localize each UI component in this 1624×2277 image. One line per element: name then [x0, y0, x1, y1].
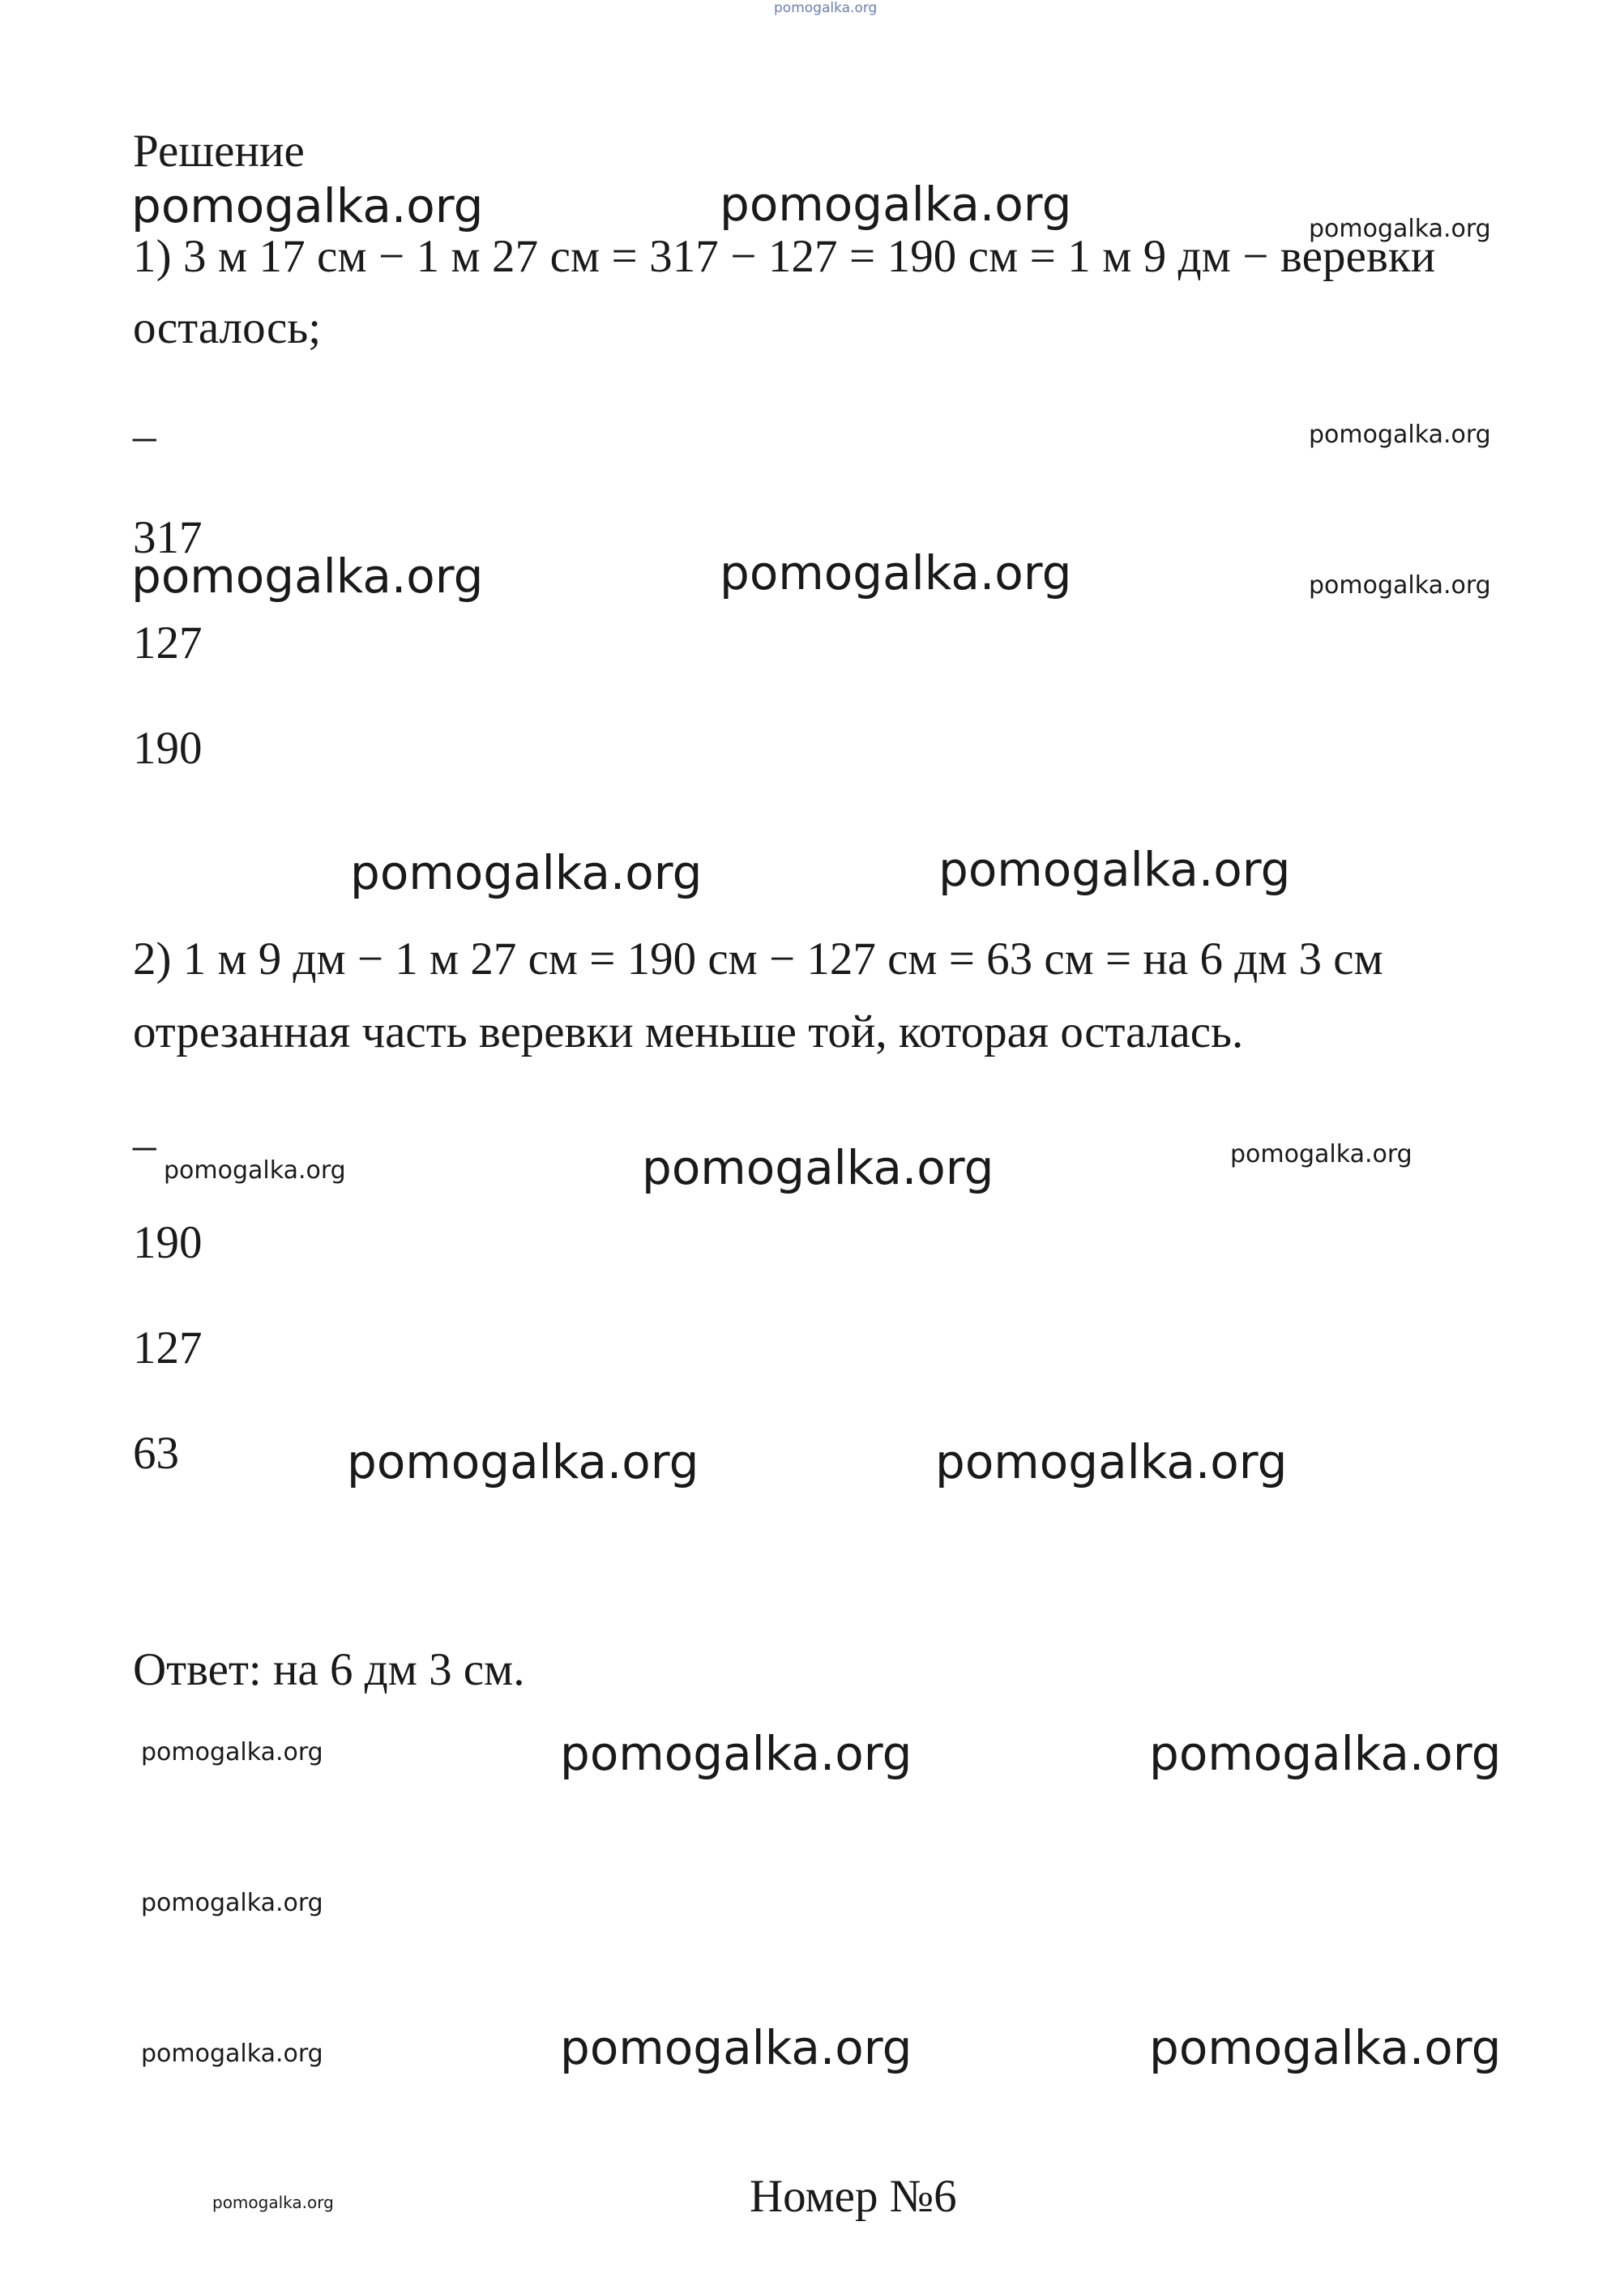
step1-equation-continuation: осталось; — [133, 302, 322, 353]
watermark: pomogalka.org — [560, 2020, 912, 2075]
watermark: pomogalka.org — [938, 842, 1291, 897]
watermark: pomogalka.org — [350, 845, 703, 900]
step1-column-difference: 190 — [133, 723, 203, 774]
step1-column-minuend: 317 — [133, 512, 203, 563]
watermark: pomogalka.org — [347, 1434, 699, 1489]
watermark: pomogalka.org — [642, 1140, 994, 1195]
watermark: pomogalka.org — [1309, 571, 1491, 600]
step2-equation-line: 2) 1 м 9 дм − 1 м 27 см = 190 см − 127 см = 63 см = на 6 дм 3 см — [133, 933, 1383, 985]
next-problem-heading: Номер №6 — [750, 2171, 957, 2222]
step2-equation-continuation: отрезанная часть веревки меньше той, которая осталась. — [133, 1006, 1244, 1057]
header-watermark: pomogalka.org — [774, 0, 878, 16]
watermark: pomogalka.org — [141, 1738, 323, 1766]
step2-column-minuend: 190 — [133, 1217, 203, 1268]
watermark: pomogalka.org — [1149, 2020, 1502, 2075]
step2-column-difference: 63 — [133, 1428, 179, 1479]
watermark: pomogalka.org — [1230, 1140, 1412, 1168]
step2-column-sign: _ — [133, 1104, 156, 1155]
watermark: pomogalka.org — [131, 178, 484, 233]
step1-column-subtrahend: 127 — [133, 617, 203, 669]
watermark: pomogalka.org — [720, 177, 1072, 232]
watermark: pomogalka.org — [164, 1156, 346, 1185]
watermark: pomogalka.org — [1309, 421, 1491, 449]
watermark: pomogalka.org — [935, 1434, 1288, 1489]
watermark: pomogalka.org — [141, 2040, 323, 2068]
watermark: pomogalka.org — [720, 545, 1072, 600]
solution-heading: Решение — [133, 126, 305, 177]
step1-equation-line: 1) 3 м 17 см − 1 м 27 см = 317 − 127 = 190 см = 1 м 9 дм − веревки — [133, 231, 1436, 282]
step2-column-subtrahend: 127 — [133, 1322, 203, 1373]
watermark: pomogalka.org — [212, 2193, 334, 2212]
watermark: pomogalka.org — [1149, 1726, 1502, 1781]
watermark: pomogalka.org — [141, 1889, 323, 1917]
answer-line: Ответ: на 6 дм 3 см. — [133, 1644, 525, 1695]
watermark: pomogalka.org — [131, 549, 484, 604]
watermark: pomogalka.org — [1309, 215, 1491, 243]
step1-column-sign: _ — [133, 395, 156, 446]
watermark: pomogalka.org — [560, 1726, 912, 1781]
